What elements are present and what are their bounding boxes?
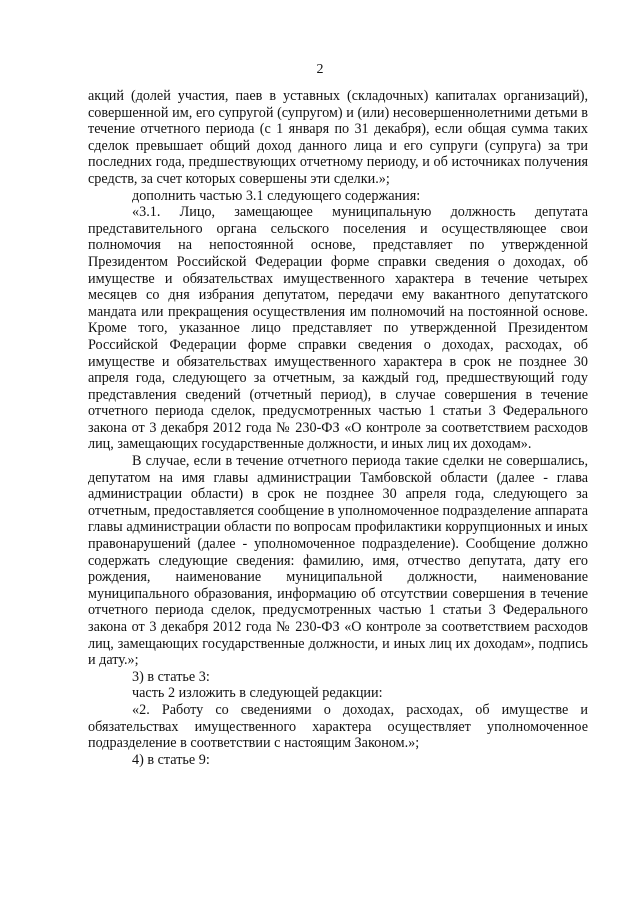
paragraph-part-2-redaction: часть 2 изложить в следующей редакции:: [132, 685, 383, 702]
page-number: 2: [316, 62, 324, 77]
paragraph-part-2-text: «2. Работу со сведениями о доходах, расходах, об имуществе и обязательствах имущественного характера осуществляет уполномоченное подразделение в соответствии с настоящим Законом.»;: [88, 701, 588, 752]
paragraph-amend-part-3-1: дополнить частью 3.1 следующего содержания:: [132, 187, 421, 204]
paragraph-article-9: 4) в статье 9:: [132, 751, 210, 768]
document-body: [88, 88, 588, 768]
paragraph-article-3: 3) в статье 3:: [132, 668, 210, 685]
paragraph-no-transactions: В случае, если в течение отчетного периода такие сделки не совершались, депутатом на имя главы администрации Тамбовской области (далее - глава администрации области) в срок не позднее 30 апреля года, следующего за отчетным, предоставляется сообщение в уполномоченное подразделение аппарата главы администрации области по вопросам профилактики коррупционных и иных правонарушений (далее - уполномоченное подразделение). Сообщение должно содержать следующие сведения: фамилию, имя, отчество депутата, дату его рождения, наименование муниципальной должности, наименование муниципального образования, информацию об отсутствии совершения в течение отчетного периода сделок, предусмотренных частью 1 статьи 3 Федерального закона от 3 декабря 2012 года № 230-ФЗ «О контроле за соответствием расходов лиц, замещающих государственные должности, и иных лиц их доходам», подпись и дату.»;: [88, 453, 588, 669]
paragraph-part-3-1: «3.1. Лицо, замещающее муниципальную должность депутата представительного органа сельского поселения и осуществляющее свои полномочия на непостоянной основе, представляет по утвержденной Президентом Российской Федерации форме справки сведения о доходах, об имуществе и обязательствах имущественного характера в течение четырех месяцев со дня избрания депутатом, передачи ему вакантного депутатского мандата или прекращения осуществления им полномочий на постоянной основе. Кроме того, указанное лицо представляет по утвержденной Президентом Российской Федерации форме справки сведения о доходах, расходах, об имуществе и обязательствах имущественного характера в срок не позднее 30 апреля года, следующего за отчетным, за каждый год, предшествующий году представления сведений (отчетный период), в случае совершения в течение отчетного периода сделок, предусмотренных частью 1 статьи 3 Федерального закона от 3 декабря 2012 года № 230-ФЗ «О контроле за соответствием расходов лиц, замещающих государственные должности, и иных лиц их доходам».: [88, 204, 588, 453]
paragraph-continuation: акций (долей участия, паев в уставных (складочных) капиталах организаций), совершенной им, его супругой (супругом) и (или) несовершеннолетними детьми в течение отчетного периода (с 1 января по 31 декабря), если общая сумма таких сделок превышает общий доход данного лица и его супруги (супруга) за три последних года, предшествующих отчетному периоду, и об источниках получения средств, за счет которых совершены эти сделки.»;: [88, 88, 588, 187]
